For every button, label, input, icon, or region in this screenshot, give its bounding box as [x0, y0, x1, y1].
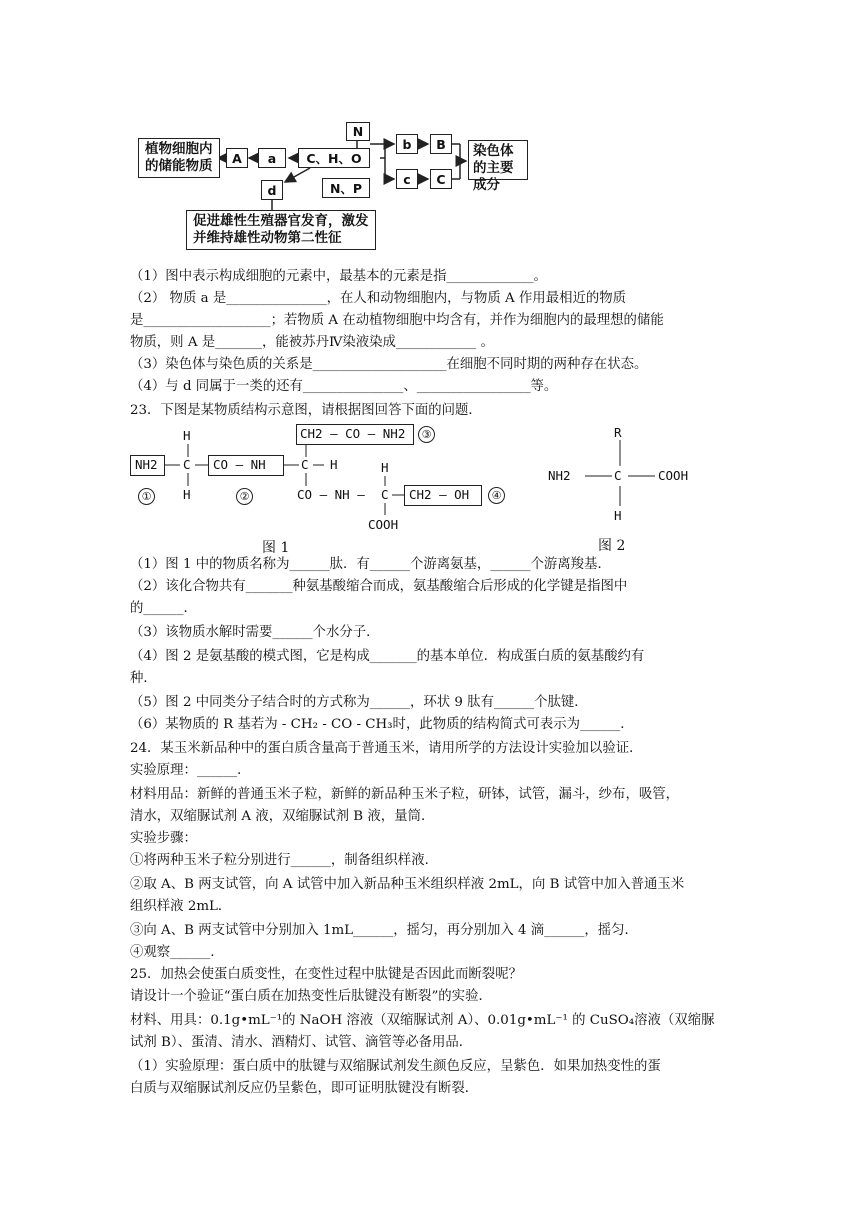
- q25-line-4: 试剂 B）、蛋清、清水、酒精灯、试管、滴管等必备用品．: [130, 1035, 473, 1050]
- node-a: a: [258, 148, 286, 168]
- fig2-c-label: C: [614, 468, 622, 483]
- q24-line-5: 实验步骤：: [130, 831, 197, 846]
- q23-line-1: （1）图 1 中的物质名称为______肽．有______个游离氨基，______个游离羧基．: [130, 557, 611, 572]
- q23-line-3: 的______．: [130, 601, 197, 616]
- fig1-c-3: C: [381, 487, 389, 502]
- fig1-h-3: H: [381, 460, 389, 475]
- q24-line-4: 清水，双缩脲试剂 A 液，双缩脲试剂 B 液，量筒．: [130, 809, 435, 824]
- q25-line-3: 材料、用具：0.1g•mL⁻¹的 NaOH 溶液（双缩脲试剂 A）、0.01g•mL⁻¹ 的 CuSO₄溶液（双缩脲: [130, 1013, 715, 1028]
- node-A: A: [226, 148, 248, 168]
- r-group-3-label: CH2 — CO — NH2: [300, 426, 406, 441]
- r-group-4-label: CH2 — OH: [409, 487, 470, 502]
- figure-2-caption: 图 2: [598, 538, 626, 554]
- storage-substance-box: 植物细胞内的储能物质: [138, 138, 220, 178]
- q22-line-4: 物质，则 A 是_______，能被苏丹Ⅳ染液染成____________ 。: [130, 335, 494, 350]
- fig2-nh2-label: NH2: [548, 468, 571, 483]
- fig1-h-2: H: [330, 457, 338, 472]
- node-N: N: [346, 122, 370, 141]
- q24-line-2: 实验原理：______．: [130, 763, 251, 778]
- carboxyl-group-label: COOH: [368, 517, 399, 532]
- q23-line-4: （3）该物质水解时需要______个水分子．: [130, 625, 380, 640]
- fig1-c-1: C: [183, 457, 191, 472]
- peptide-bond-label: CO — NH: [213, 457, 266, 472]
- fig1-h-top-1: H: [183, 428, 191, 443]
- q24-line-8: 组织样液 2mL．: [130, 899, 232, 914]
- fig2-h-label: H: [614, 508, 622, 523]
- node-b: b: [396, 134, 418, 154]
- node-C: C: [430, 169, 452, 189]
- q22-line-5: （3）染色体与染色质的关系是____________________在细胞不同时期的两种存在状态。: [130, 357, 648, 372]
- q22-line-6: （4）与 d 同属于一类的还有_______________、_________________等。: [130, 379, 558, 394]
- fig2-cooh-label: COOH: [658, 468, 689, 483]
- node-c: c: [396, 169, 418, 189]
- q24-line-7: ②取 A、B 两支试管，向 A 试管中加入新品种玉米组织样液 2mL，向 B 试管中加入普通玉米: [130, 877, 685, 892]
- q23-line-5: （4）图 2 是氨基酸的模式图，它是构成_______的基本单位．构成蛋白质的氨基酸约有: [130, 649, 645, 664]
- q22-line-3: 是___________________；若物质 A 在动植物细胞中均含有，并作为细胞内的最理想的储能: [130, 313, 664, 328]
- q25-line-2: 请设计一个验证“蛋白质在加热变性后肽键没有断裂”的实验．: [130, 989, 492, 1004]
- node-d: d: [261, 180, 283, 200]
- q24-line-1: 24．某玉米新品种中的蛋白质含量高于普通玉米，请用所学的方法设计实验加以验证．: [130, 741, 643, 756]
- node-B: B: [430, 134, 452, 154]
- marker-2: ②: [236, 488, 253, 505]
- q23-line-7: （5）图 2 中同类分子结合时的方式称为______，环状 9 肽有______个肽键．: [130, 695, 588, 710]
- q23-line-8: （6）某物质的 R 基若为 - CH₂ - CO - CH₃时，此物质的结构简式可表示为______．: [130, 717, 634, 732]
- q25-line-6: 白质与双缩脲试剂反应仍呈紫色，即可证明肽键没有断裂．: [130, 1081, 479, 1096]
- q23-line-6: 种．: [130, 671, 157, 686]
- marker-4: ④: [488, 487, 505, 504]
- q23-title: 23．下图是某物质结构示意图，请根据图回答下面的问题．: [130, 403, 482, 418]
- figure-2-bonds: [0, 0, 860, 560]
- marker-3: ③: [418, 426, 435, 443]
- q25-line-1: 25．加热会使蛋白质变性，在变性过程中肽键是否因此而断裂呢？: [130, 967, 522, 982]
- fig2-r-label: R: [614, 425, 622, 440]
- q24-line-9: ③向 A、B 两支试管中分别加入 1mL______，摇匀，再分别加入 4 滴______，摇匀．: [130, 923, 638, 938]
- node-NP: N、P: [322, 178, 370, 198]
- q22-line-2: （2） 物质 a 是_______________，在人和动物细胞内，与物质 A 作用最相近的物质: [130, 291, 627, 306]
- marker-1: ①: [138, 488, 155, 505]
- q23-line-2: （2）该化合物共有_______种氨基酸缩合而成，氨基酸缩合后形成的化学键是指图中: [130, 579, 628, 594]
- fig1-c-2: C: [301, 457, 309, 472]
- q24-line-3: 材料用品：新鲜的普通玉米子粒，新鲜的新品种玉米子粒，研钵，试管，漏斗，纱布，吸管，: [130, 787, 680, 802]
- peptide-bond-2-label: CO — NH —: [297, 487, 365, 502]
- q24-line-10: ④观察______．: [130, 945, 224, 960]
- hormone-function-box: 促进雄性生殖器官发育，激发并维持雄性动物第二性征: [186, 210, 376, 250]
- figure-1-caption: 图 1: [262, 540, 290, 556]
- q24-line-6: ①将两种玉米子粒分别进行______，制备组织样液．: [130, 853, 438, 868]
- node-CHO: C、H、O: [298, 148, 370, 168]
- chromosome-component-box: 染色体的主要成分: [468, 140, 528, 180]
- q25-line-5: （1）实验原理：蛋白质中的肽键与双缩脲试剂发生颜色反应，呈紫色．如果加热变性的蛋: [130, 1059, 661, 1074]
- amino-group-label: NH2: [135, 457, 158, 472]
- q22-line-1: （1）图中表示构成细胞的元素中，最基本的元素是指_____________。: [130, 269, 547, 284]
- fig1-h-bottom-1: H: [183, 487, 191, 502]
